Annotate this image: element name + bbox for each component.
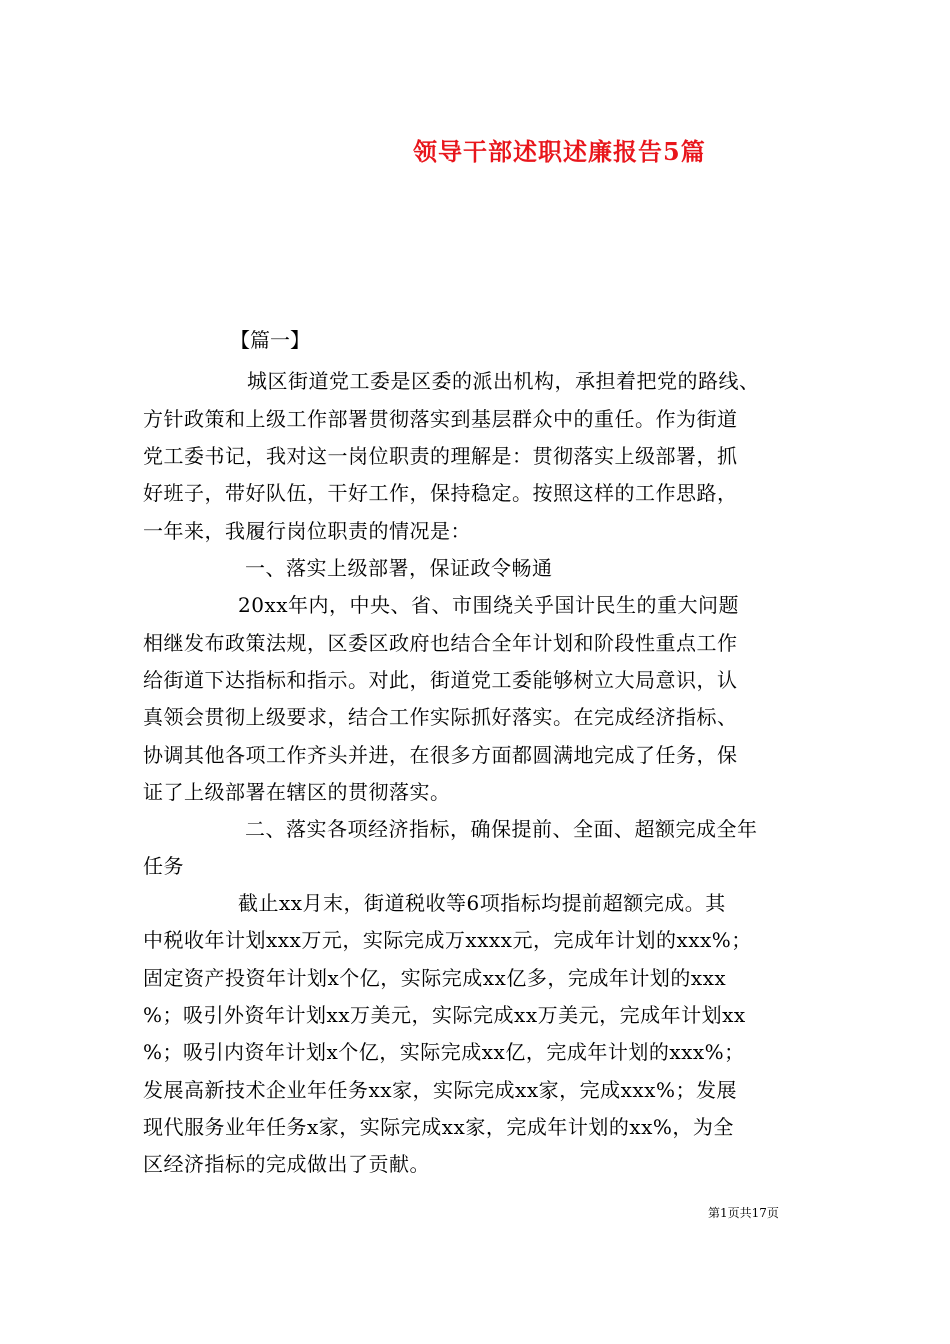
- subheading-line: 一、落实上级部署，保证政令畅通: [245, 556, 553, 580]
- subheading-line: 任务: [143, 854, 184, 878]
- document-title: 领导干部述职述廉报告5篇: [413, 137, 706, 166]
- paragraph-line: 相继发布政策法规，区委区政府也结合全年计划和阶段性重点工作: [143, 631, 738, 655]
- paragraph-line: 一年来，我履行岗位职责的情况是：: [143, 519, 471, 543]
- paragraph-line: %；吸引外资年计划xx万美元，实际完成xx万美元，完成年计划xx: [143, 1003, 746, 1027]
- paragraph-line: 方针政策和上级工作部署贯彻落实到基层群众中的重任。作为街道: [143, 407, 738, 431]
- paragraph-line: 证了上级部署在辖区的贯彻落实。: [143, 780, 451, 804]
- page-number: 第1页共17页: [708, 1206, 779, 1220]
- paragraph-line: 好班子，带好队伍，干好工作，保持稳定。按照这样的工作思路，: [143, 481, 738, 505]
- paragraph-line: 发展高新技术企业年任务xx家，实际完成xx家，完成xxx%；发展: [143, 1078, 737, 1102]
- paragraph-line: 现代服务业年任务x家，实际完成xx家，完成年计划的xx%，为全: [143, 1115, 734, 1139]
- paragraph-line: 20xx年内，中央、省、市围绕关乎国计民生的重大问题: [238, 593, 740, 617]
- subheading-line: 二、落实各项经济指标，确保提前、全面、超额完成全年: [245, 817, 758, 841]
- paragraph-line: 协调其他各项工作齐头并进，在很多方面都圆满地完成了任务，保: [143, 743, 738, 767]
- paragraph-line: 党工委书记，我对这一岗位职责的理解是：贯彻落实上级部署，抓: [143, 444, 738, 468]
- paragraph-line: 中税收年计划xxx万元，实际完成万xxxx元，完成年计划的xxx%；: [143, 928, 752, 952]
- section-label: 【篇一】: [230, 328, 310, 352]
- paragraph-line: 真领会贯彻上级要求，结合工作实际抓好落实。在完成经济指标、: [143, 705, 738, 729]
- paragraph-line: 截止xx月末，街道税收等6项指标均提前超额完成。其: [238, 891, 726, 915]
- paragraph-line: 区经济指标的完成做出了贡献。: [143, 1152, 430, 1176]
- paragraph-line: 固定资产投资年计划x个亿，实际完成xx亿多，完成年计划的xxx: [143, 966, 727, 990]
- paragraph-line: 城区街道党工委是区委的派出机构，承担着把党的路线、: [247, 369, 760, 393]
- paragraph-line: 给街道下达指标和指示。对此，街道党工委能够树立大局意识，认: [143, 668, 738, 692]
- paragraph-line: %；吸引内资年计划x个亿，实际完成xx亿，完成年计划的xxx%；: [143, 1040, 745, 1064]
